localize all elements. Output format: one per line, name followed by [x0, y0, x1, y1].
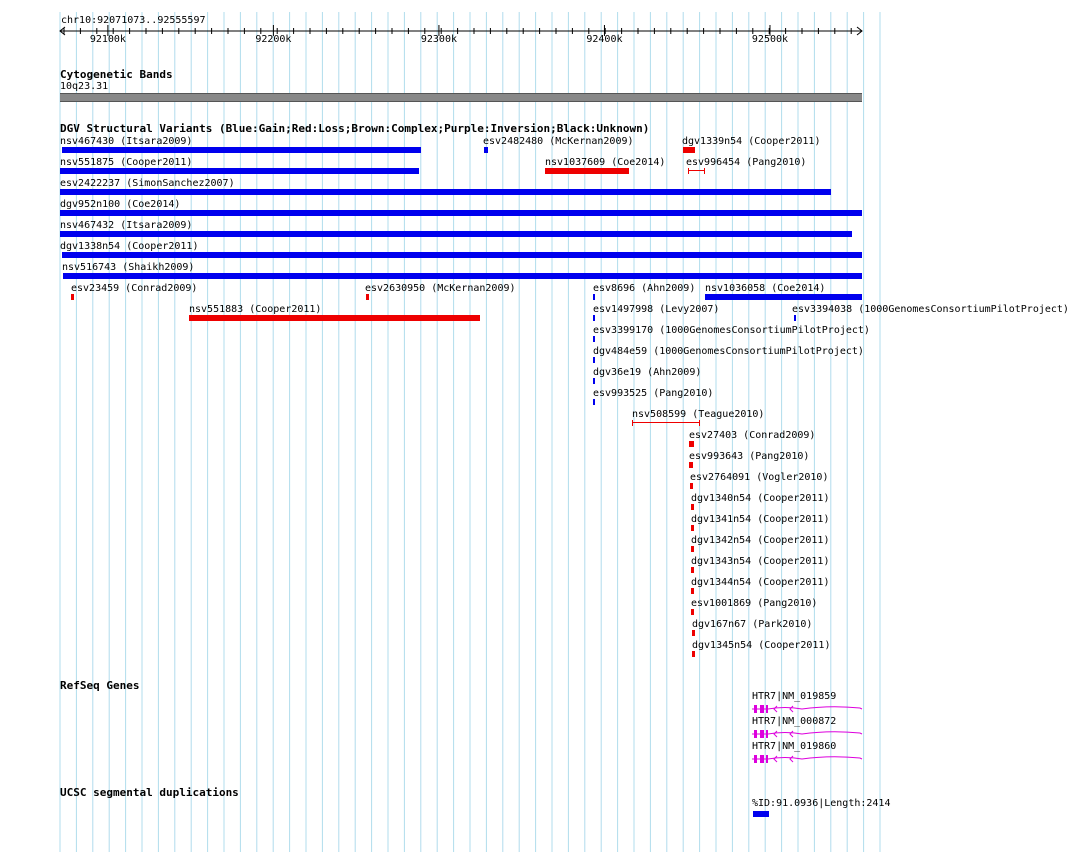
- dgv-feature-bar[interactable]: [692, 630, 695, 636]
- dgv-feature-bar[interactable]: [60, 231, 852, 237]
- dgv-feature-label: esv996454 (Pang2010): [686, 157, 807, 168]
- dgv-feature-cap: [699, 420, 700, 426]
- dgv-feature-bar[interactable]: [62, 252, 862, 258]
- dgv-feature-label: dgv1338n54 (Cooper2011): [60, 241, 199, 252]
- dgv-feature-label: esv993643 (Pang2010): [689, 451, 810, 462]
- dgv-track-title[interactable]: DGV Structural Variants (Blue:Gain;Red:Loss;Brown:Complex;Purple:Inversion;Black:Unknown): [60, 122, 650, 135]
- dgv-feature-bar[interactable]: [60, 210, 862, 216]
- dgv-feature-label: esv1497998 (Levy2007): [593, 304, 720, 315]
- dgv-feature-label: dgv1340n54 (Cooper2011): [691, 493, 830, 504]
- dgv-feature-bar[interactable]: [691, 504, 694, 510]
- dgv-feature-label: nsv467430 (Itsara2009): [60, 136, 193, 147]
- dgv-feature-label: dgv1344n54 (Cooper2011): [691, 577, 830, 588]
- dgv-feature-label: dgv1342n54 (Cooper2011): [691, 535, 830, 546]
- dgv-feature-label: nsv551875 (Cooper2011): [60, 157, 193, 168]
- dgv-feature-bar[interactable]: [691, 525, 694, 531]
- dgv-feature-bar[interactable]: [689, 462, 693, 468]
- dgv-feature-cap: [688, 168, 689, 174]
- refseq-gene-label: HTR7|NM_000872: [752, 716, 837, 727]
- dgv-feature-label: esv2764091 (Vogler2010): [690, 472, 829, 483]
- dgv-feature-label: dgv1345n54 (Cooper2011): [692, 640, 831, 651]
- dgv-feature-label: esv27403 (Conrad2009): [689, 430, 816, 441]
- ruler-tick-label: 92500k: [751, 34, 789, 45]
- cytoband-label: 10q23.31: [60, 81, 109, 92]
- dgv-feature-cap: [704, 168, 705, 174]
- refseq-gene-label: HTR7|NM_019860: [752, 741, 837, 752]
- dgv-feature-label: nsv1036058 (Coe2014): [705, 283, 826, 294]
- ruler-tick-label: 92300k: [420, 34, 457, 45]
- dgv-feature-bar[interactable]: [691, 546, 694, 552]
- dgv-feature-bar[interactable]: [593, 294, 595, 300]
- dgv-feature-bar[interactable]: [691, 567, 694, 573]
- refseq-gene-label: HTR7|NM_019859: [752, 691, 837, 702]
- ruler-tick-label: 92400k: [586, 34, 623, 45]
- dgv-feature-label: dgv36e19 (Ahn2009): [593, 367, 702, 378]
- dgv-feature-bar[interactable]: [60, 168, 419, 174]
- dgv-feature-label: esv3394038 (1000GenomesConsortiumPilotProject): [792, 304, 1069, 315]
- dgv-feature-bar[interactable]: [632, 422, 699, 423]
- dgv-feature-bar[interactable]: [189, 315, 480, 321]
- dgv-feature-bar[interactable]: [71, 294, 74, 300]
- dgv-feature-label: dgv1339n54 (Cooper2011): [682, 136, 821, 147]
- cytoband-bar[interactable]: [60, 93, 862, 102]
- segdup-bar[interactable]: [753, 811, 769, 817]
- dgv-feature-bar[interactable]: [366, 294, 369, 300]
- dgv-feature-label: nsv1037609 (Coe2014): [545, 157, 666, 168]
- dgv-feature-bar[interactable]: [690, 483, 693, 489]
- dgv-feature-label: esv3399170 (1000GenomesConsortiumPilotProject): [593, 325, 870, 336]
- dgv-feature-bar[interactable]: [60, 189, 831, 195]
- dgv-feature-bar[interactable]: [62, 147, 421, 153]
- dgv-feature-label: esv23459 (Conrad2009): [71, 283, 198, 294]
- refseq-gene-model[interactable]: [750, 727, 890, 741]
- dgv-feature-label: dgv167n67 (Park2010): [692, 619, 813, 630]
- dgv-feature-label: dgv484e59 (1000GenomesConsortiumPilotProject): [593, 346, 864, 357]
- dgv-feature-bar[interactable]: [691, 588, 694, 594]
- dgv-feature-label: esv2422237 (SimonSanchez2007): [60, 178, 235, 189]
- dgv-feature-label: esv1001869 (Pang2010): [691, 598, 818, 609]
- dgv-feature-bar[interactable]: [63, 273, 862, 279]
- refseq-track-title[interactable]: RefSeq Genes: [60, 679, 140, 692]
- ruler-tick-label: 92100k: [89, 34, 126, 45]
- dgv-feature-bar[interactable]: [692, 651, 695, 657]
- cytoband-track-title[interactable]: Cytogenetic Bands: [60, 68, 173, 81]
- dgv-feature-bar[interactable]: [545, 168, 629, 174]
- dgv-feature-bar[interactable]: [593, 336, 595, 342]
- dgv-feature-bar[interactable]: [688, 170, 704, 171]
- dgv-feature-bar[interactable]: [593, 357, 595, 363]
- dgv-feature-cap: [632, 420, 633, 426]
- dgv-feature-bar[interactable]: [484, 147, 488, 153]
- dgv-feature-bar[interactable]: [593, 315, 595, 321]
- dgv-feature-label: dgv1343n54 (Cooper2011): [691, 556, 830, 567]
- refseq-gene-model[interactable]: [750, 752, 890, 766]
- dgv-feature-label: esv8696 (Ahn2009): [593, 283, 696, 294]
- dgv-feature-label: dgv952n100 (Coe2014): [60, 199, 181, 210]
- refseq-gene-model[interactable]: [750, 702, 890, 716]
- position-label: chr10:92071073..92555597: [61, 15, 206, 26]
- dgv-feature-bar[interactable]: [683, 147, 695, 153]
- dgv-feature-label: esv2630950 (McKernan2009): [365, 283, 516, 294]
- segdup-label: %ID:91.0936|Length:2414: [752, 798, 891, 809]
- dgv-feature-bar[interactable]: [593, 399, 595, 405]
- dgv-feature-bar[interactable]: [691, 609, 694, 615]
- dgv-feature-label: esv993525 (Pang2010): [593, 388, 714, 399]
- dgv-feature-bar[interactable]: [593, 378, 595, 384]
- dgv-feature-label: nsv467432 (Itsara2009): [60, 220, 193, 231]
- ruler-tick-label: 92200k: [255, 34, 292, 45]
- dgv-feature-label: nsv508599 (Teague2010): [632, 409, 765, 420]
- dgv-feature-bar[interactable]: [794, 315, 796, 321]
- dgv-feature-label: dgv1341n54 (Cooper2011): [691, 514, 830, 525]
- dgv-feature-label: nsv516743 (Shaikh2009): [62, 262, 195, 273]
- dgv-feature-label: esv2482480 (McKernan2009): [483, 136, 634, 147]
- dgv-feature-bar[interactable]: [689, 441, 694, 447]
- dgv-feature-label: nsv551883 (Cooper2011): [189, 304, 322, 315]
- dgv-feature-bar[interactable]: [705, 294, 862, 300]
- segdup-track-title[interactable]: UCSC segmental duplications: [60, 786, 239, 799]
